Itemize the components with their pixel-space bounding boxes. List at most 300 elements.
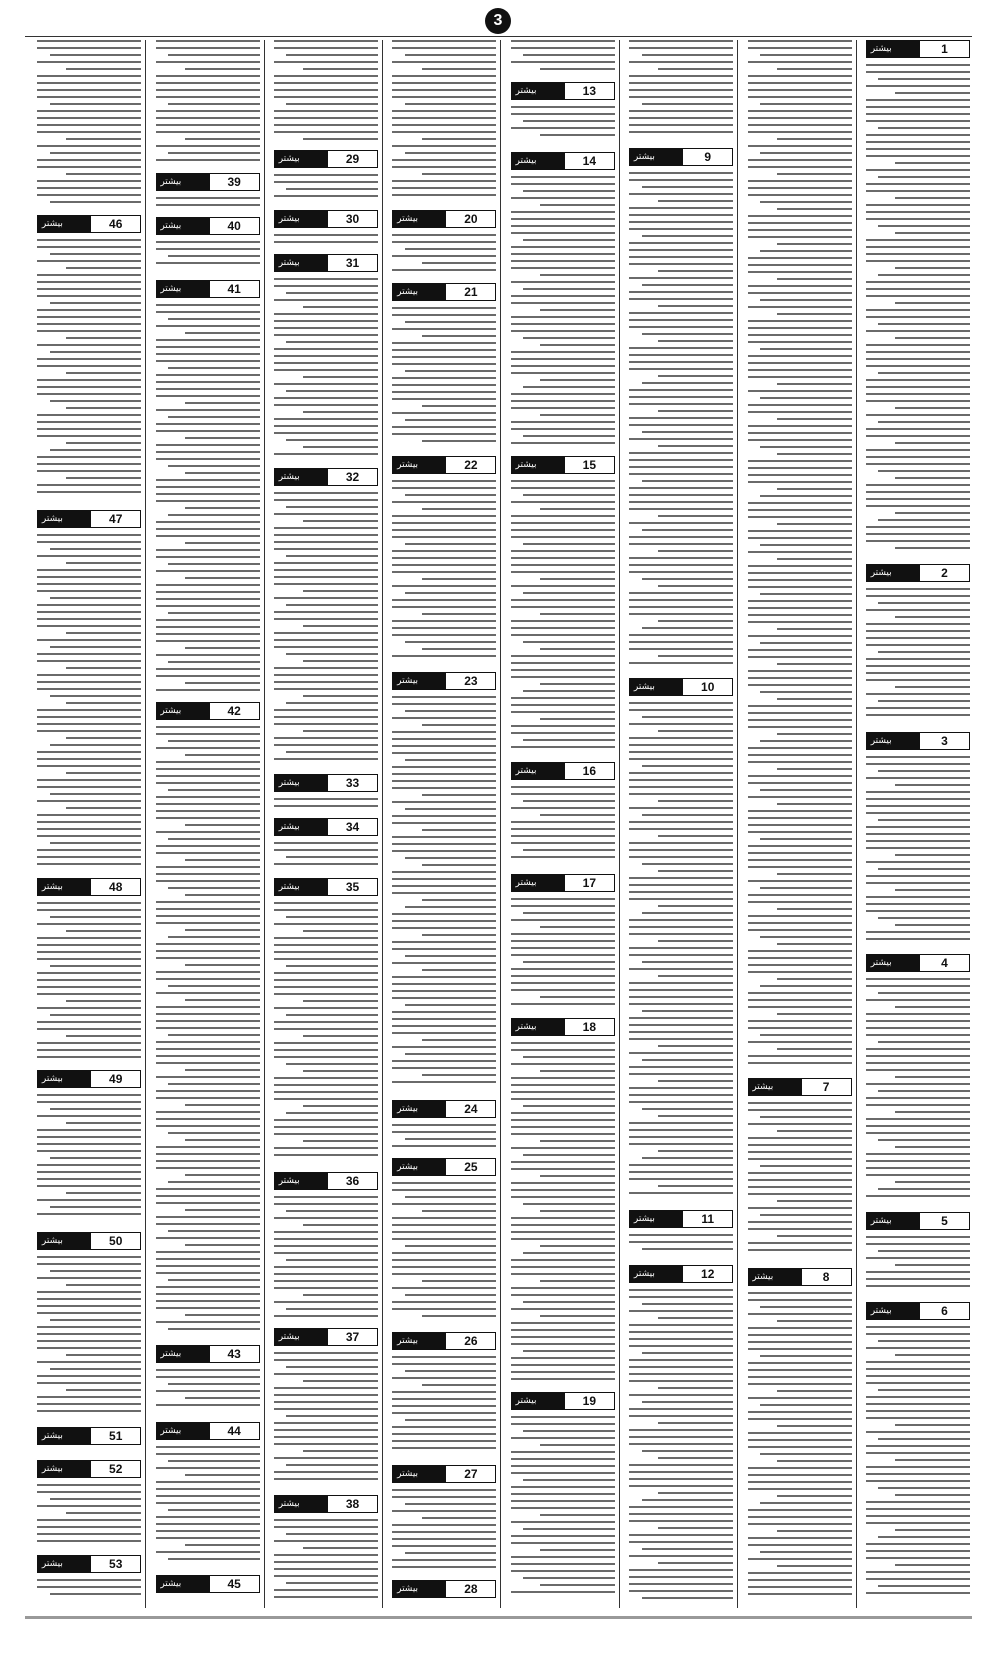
text-line xyxy=(523,800,615,802)
text-line xyxy=(392,620,496,622)
text-line xyxy=(629,842,733,844)
text-line xyxy=(511,323,615,325)
text-line xyxy=(422,724,497,726)
news-item-header xyxy=(511,82,615,100)
text-line xyxy=(156,598,260,600)
text-line xyxy=(274,576,378,578)
text-line xyxy=(511,47,615,49)
text-line xyxy=(392,384,496,386)
text-line xyxy=(185,999,260,1001)
column-divider xyxy=(145,40,146,1608)
text-line xyxy=(866,505,970,507)
text-line xyxy=(50,1593,142,1595)
article-text xyxy=(37,40,141,211)
text-line xyxy=(866,1132,970,1134)
text-line xyxy=(511,828,615,830)
article-text xyxy=(274,40,378,146)
item-number: 22 xyxy=(464,458,478,472)
text-line xyxy=(405,857,497,859)
text-line xyxy=(168,1181,260,1183)
text-line xyxy=(760,1306,852,1308)
text-line xyxy=(866,484,970,486)
article-text xyxy=(511,786,615,868)
text-line xyxy=(658,340,733,342)
text-line xyxy=(303,376,378,378)
text-line xyxy=(66,1035,141,1037)
news-item-header xyxy=(392,1465,496,1483)
text-line xyxy=(511,571,615,573)
text-line xyxy=(286,1308,378,1310)
article-text xyxy=(511,480,615,756)
text-line xyxy=(523,1154,615,1156)
text-line xyxy=(866,316,970,318)
text-line xyxy=(511,1336,615,1338)
text-line xyxy=(629,779,733,781)
text-line xyxy=(748,852,852,854)
text-line xyxy=(629,592,733,594)
text-line xyxy=(392,1524,496,1526)
text-line xyxy=(760,642,852,644)
text-line xyxy=(392,529,496,531)
text-line xyxy=(511,704,615,706)
news-item-header xyxy=(156,280,260,298)
text-line xyxy=(748,117,852,119)
text-line xyxy=(274,1596,378,1598)
text-line xyxy=(511,1189,615,1191)
text-line xyxy=(629,1073,733,1075)
text-line xyxy=(777,1200,852,1202)
text-line xyxy=(895,1529,970,1531)
text-line xyxy=(511,316,615,318)
article-text xyxy=(866,64,970,558)
text-line xyxy=(156,75,260,77)
text-line xyxy=(274,681,378,683)
text-line xyxy=(156,950,260,952)
header-keyword: بیشتر xyxy=(278,1332,300,1342)
text-line xyxy=(777,243,852,245)
text-line xyxy=(540,204,615,206)
text-line xyxy=(629,1331,733,1333)
text-line xyxy=(748,1558,852,1560)
text-line xyxy=(37,316,141,318)
text-line xyxy=(392,1287,496,1289)
text-line xyxy=(511,1182,615,1184)
text-line xyxy=(642,186,734,188)
text-line xyxy=(760,740,852,742)
text-line xyxy=(866,1195,970,1197)
text-line xyxy=(274,923,378,925)
text-line xyxy=(274,548,378,550)
text-line xyxy=(185,824,260,826)
text-line xyxy=(66,1389,141,1391)
header-badge xyxy=(275,775,328,791)
text-line xyxy=(866,365,970,367)
text-line xyxy=(274,716,378,718)
text-line xyxy=(37,1213,141,1215)
text-line xyxy=(866,1243,970,1245)
news-column xyxy=(149,40,261,1608)
text-line xyxy=(37,1049,141,1051)
header-keyword: بیشتر xyxy=(278,258,300,268)
text-line xyxy=(629,828,733,830)
text-line xyxy=(392,187,496,189)
text-line xyxy=(405,1552,497,1554)
text-line xyxy=(274,89,378,91)
text-line xyxy=(156,1523,260,1525)
news-item-header xyxy=(629,148,733,166)
text-line xyxy=(392,426,496,428)
text-line xyxy=(50,449,142,451)
news-item-header xyxy=(37,1070,141,1088)
text-line xyxy=(629,1324,733,1326)
text-line xyxy=(878,421,970,423)
text-line xyxy=(523,435,615,437)
news-item-header xyxy=(629,678,733,696)
text-line xyxy=(392,1447,496,1449)
text-line xyxy=(392,1496,496,1498)
text-line xyxy=(523,739,615,741)
text-line xyxy=(274,1154,378,1156)
text-line xyxy=(629,522,733,524)
text-line xyxy=(658,620,733,622)
text-line xyxy=(50,54,142,56)
text-line xyxy=(392,1124,496,1126)
header-badge xyxy=(512,1019,565,1035)
header-keyword: بیشتر xyxy=(752,1082,774,1092)
header-badge xyxy=(275,819,328,835)
text-line xyxy=(392,1018,496,1020)
text-line xyxy=(286,856,378,858)
text-line xyxy=(392,1566,496,1568)
text-line xyxy=(523,1350,615,1352)
text-line xyxy=(37,1199,141,1201)
text-line xyxy=(866,190,970,192)
text-line xyxy=(748,1544,852,1546)
text-line xyxy=(629,1234,733,1236)
header-keyword: بیشتر xyxy=(41,882,63,892)
text-line xyxy=(523,120,615,122)
text-line xyxy=(405,1245,497,1247)
header-badge xyxy=(275,151,328,167)
text-line xyxy=(642,627,734,629)
text-line xyxy=(866,588,970,590)
text-line xyxy=(511,253,615,255)
text-line xyxy=(168,1558,260,1560)
text-line xyxy=(392,391,496,393)
text-line xyxy=(629,947,733,949)
text-line xyxy=(748,1327,852,1329)
text-line xyxy=(274,418,378,420)
text-line xyxy=(392,871,496,873)
text-line xyxy=(878,1585,970,1587)
text-line xyxy=(777,943,852,945)
text-line xyxy=(286,1259,378,1261)
text-line xyxy=(392,194,496,196)
header-badge xyxy=(867,955,920,971)
text-line xyxy=(37,1312,141,1314)
text-line xyxy=(405,906,497,908)
text-line xyxy=(156,591,260,593)
text-line xyxy=(511,113,615,115)
text-line xyxy=(866,777,970,779)
text-line xyxy=(274,1561,378,1563)
text-line xyxy=(866,847,970,849)
text-line xyxy=(50,1157,142,1159)
text-line xyxy=(629,1003,733,1005)
text-line xyxy=(274,355,378,357)
text-line xyxy=(303,138,378,140)
text-line xyxy=(405,1294,497,1296)
text-line xyxy=(511,295,615,297)
text-line xyxy=(658,1185,733,1187)
text-line xyxy=(168,318,260,320)
text-line xyxy=(511,1161,615,1163)
header-badge xyxy=(393,673,446,689)
news-item-header xyxy=(748,1268,852,1286)
article-text xyxy=(156,1369,260,1416)
text-line xyxy=(760,1214,852,1216)
text-line xyxy=(629,1143,733,1145)
text-line xyxy=(511,905,615,907)
header-badge xyxy=(867,41,920,57)
text-line xyxy=(37,1094,141,1096)
text-line xyxy=(50,1368,142,1370)
text-line xyxy=(748,516,852,518)
text-line xyxy=(748,537,852,539)
text-line xyxy=(274,1436,378,1438)
text-line xyxy=(866,1236,970,1238)
text-line xyxy=(392,1391,496,1393)
text-line xyxy=(748,1193,852,1195)
text-line xyxy=(748,432,852,434)
text-line xyxy=(629,347,733,349)
text-line xyxy=(658,1492,733,1494)
text-line xyxy=(748,950,852,952)
text-line xyxy=(629,1555,733,1557)
text-line xyxy=(37,96,141,98)
item-number: 52 xyxy=(109,1462,123,1476)
text-line xyxy=(629,312,733,314)
text-line xyxy=(629,501,733,503)
header-badge xyxy=(38,1428,91,1444)
text-line xyxy=(392,822,496,824)
text-line xyxy=(540,613,615,615)
text-line xyxy=(156,1027,260,1029)
text-line xyxy=(629,110,733,112)
text-line xyxy=(748,215,852,217)
text-line xyxy=(777,1460,852,1462)
text-line xyxy=(511,515,615,517)
text-line xyxy=(642,1450,734,1452)
text-line xyxy=(303,68,378,70)
text-line xyxy=(156,89,260,91)
text-line xyxy=(511,1049,615,1051)
text-line xyxy=(405,592,497,594)
text-line xyxy=(629,543,733,545)
item-number: 28 xyxy=(464,1582,478,1596)
text-line xyxy=(748,1020,852,1022)
text-line xyxy=(156,633,260,635)
text-line xyxy=(156,1516,260,1518)
text-line xyxy=(37,909,141,911)
text-line xyxy=(540,68,615,70)
text-line xyxy=(156,1048,260,1050)
text-line xyxy=(168,255,260,257)
text-line xyxy=(37,828,141,830)
text-line xyxy=(748,1109,852,1111)
text-line xyxy=(629,1520,733,1522)
text-line xyxy=(286,653,378,655)
text-line xyxy=(156,943,260,945)
text-line xyxy=(392,655,496,657)
text-line xyxy=(748,1144,852,1146)
text-line xyxy=(658,1387,733,1389)
text-line xyxy=(777,1235,852,1237)
text-line xyxy=(760,54,852,56)
text-line xyxy=(392,356,496,358)
text-line xyxy=(37,835,141,837)
text-line xyxy=(748,992,852,994)
text-line xyxy=(156,957,260,959)
text-line xyxy=(156,908,260,910)
text-line xyxy=(642,1597,734,1599)
text-line xyxy=(748,1179,852,1181)
text-line xyxy=(303,590,378,592)
text-line xyxy=(511,1063,615,1065)
item-number: 9 xyxy=(704,150,712,164)
news-item-header xyxy=(392,1100,496,1118)
text-line xyxy=(511,655,615,657)
text-line xyxy=(866,1522,970,1524)
text-line xyxy=(37,951,141,953)
text-line xyxy=(629,982,733,984)
text-line xyxy=(629,1136,733,1138)
text-line xyxy=(748,1439,852,1441)
text-line xyxy=(392,1231,496,1233)
article-text xyxy=(392,307,496,450)
text-line xyxy=(156,1300,260,1302)
text-line xyxy=(303,1035,378,1037)
text-line xyxy=(523,54,615,56)
text-line xyxy=(392,110,496,112)
text-line xyxy=(37,1361,141,1363)
text-line xyxy=(274,313,378,315)
text-line xyxy=(156,556,260,558)
text-line xyxy=(866,1361,970,1363)
article-text xyxy=(629,172,733,672)
text-line xyxy=(748,159,852,161)
text-line xyxy=(748,922,852,924)
text-line xyxy=(866,861,970,863)
text-line xyxy=(50,253,142,255)
text-line xyxy=(878,470,970,472)
text-line xyxy=(392,1377,496,1379)
text-line xyxy=(303,1224,378,1226)
text-line xyxy=(392,815,496,817)
text-line xyxy=(50,103,142,105)
header-keyword: بیشتر xyxy=(397,1584,419,1594)
text-line xyxy=(540,274,615,276)
text-line xyxy=(392,850,496,852)
text-line xyxy=(392,1046,496,1048)
text-line xyxy=(748,712,852,714)
text-line xyxy=(511,1371,615,1373)
text-line xyxy=(511,106,615,108)
text-line xyxy=(878,225,970,227)
text-line xyxy=(760,838,852,840)
text-line xyxy=(274,646,378,648)
text-line xyxy=(629,389,733,391)
header-badge xyxy=(38,879,91,895)
item-number: 36 xyxy=(345,1174,360,1188)
item-number: 41 xyxy=(227,282,241,296)
text-line xyxy=(866,756,970,758)
text-line xyxy=(274,958,378,960)
text-line xyxy=(777,68,852,70)
text-line xyxy=(629,417,733,419)
text-line xyxy=(629,968,733,970)
text-line xyxy=(748,1242,852,1244)
text-line xyxy=(274,1119,378,1121)
text-line xyxy=(642,103,734,105)
text-line xyxy=(392,47,496,49)
text-line xyxy=(37,1256,141,1258)
text-line xyxy=(37,1326,141,1328)
text-line xyxy=(392,1252,496,1254)
text-line xyxy=(405,955,497,957)
text-line xyxy=(866,1515,970,1517)
item-number: 25 xyxy=(464,1160,478,1174)
item-number: 7 xyxy=(822,1080,830,1094)
text-line xyxy=(50,1206,142,1208)
text-line xyxy=(629,124,733,126)
item-number: 19 xyxy=(582,1394,596,1408)
text-line xyxy=(168,789,260,791)
text-line xyxy=(748,40,852,42)
text-line xyxy=(405,808,497,810)
text-line xyxy=(511,536,615,538)
text-line xyxy=(185,1139,260,1141)
article-text xyxy=(274,1196,378,1322)
text-line xyxy=(37,131,141,133)
text-line xyxy=(156,204,260,206)
text-line xyxy=(523,1577,615,1579)
text-line xyxy=(895,686,970,688)
text-line xyxy=(392,878,496,880)
text-line xyxy=(895,1264,970,1266)
text-line xyxy=(866,1452,970,1454)
text-line xyxy=(511,550,615,552)
header-keyword: بیشتر xyxy=(397,214,419,224)
text-line xyxy=(156,584,260,586)
text-line xyxy=(748,145,852,147)
text-line xyxy=(760,299,852,301)
text-line xyxy=(629,473,733,475)
text-line xyxy=(511,1423,615,1425)
text-line xyxy=(748,1249,852,1251)
text-line xyxy=(274,1007,378,1009)
text-line xyxy=(540,1210,615,1212)
text-line xyxy=(511,1294,615,1296)
text-line xyxy=(50,1498,142,1500)
text-line xyxy=(511,746,615,748)
text-line xyxy=(156,528,260,530)
text-line xyxy=(629,242,733,244)
header-badge xyxy=(157,218,210,234)
text-line xyxy=(392,234,496,236)
text-line xyxy=(511,1042,615,1044)
text-line xyxy=(866,931,970,933)
